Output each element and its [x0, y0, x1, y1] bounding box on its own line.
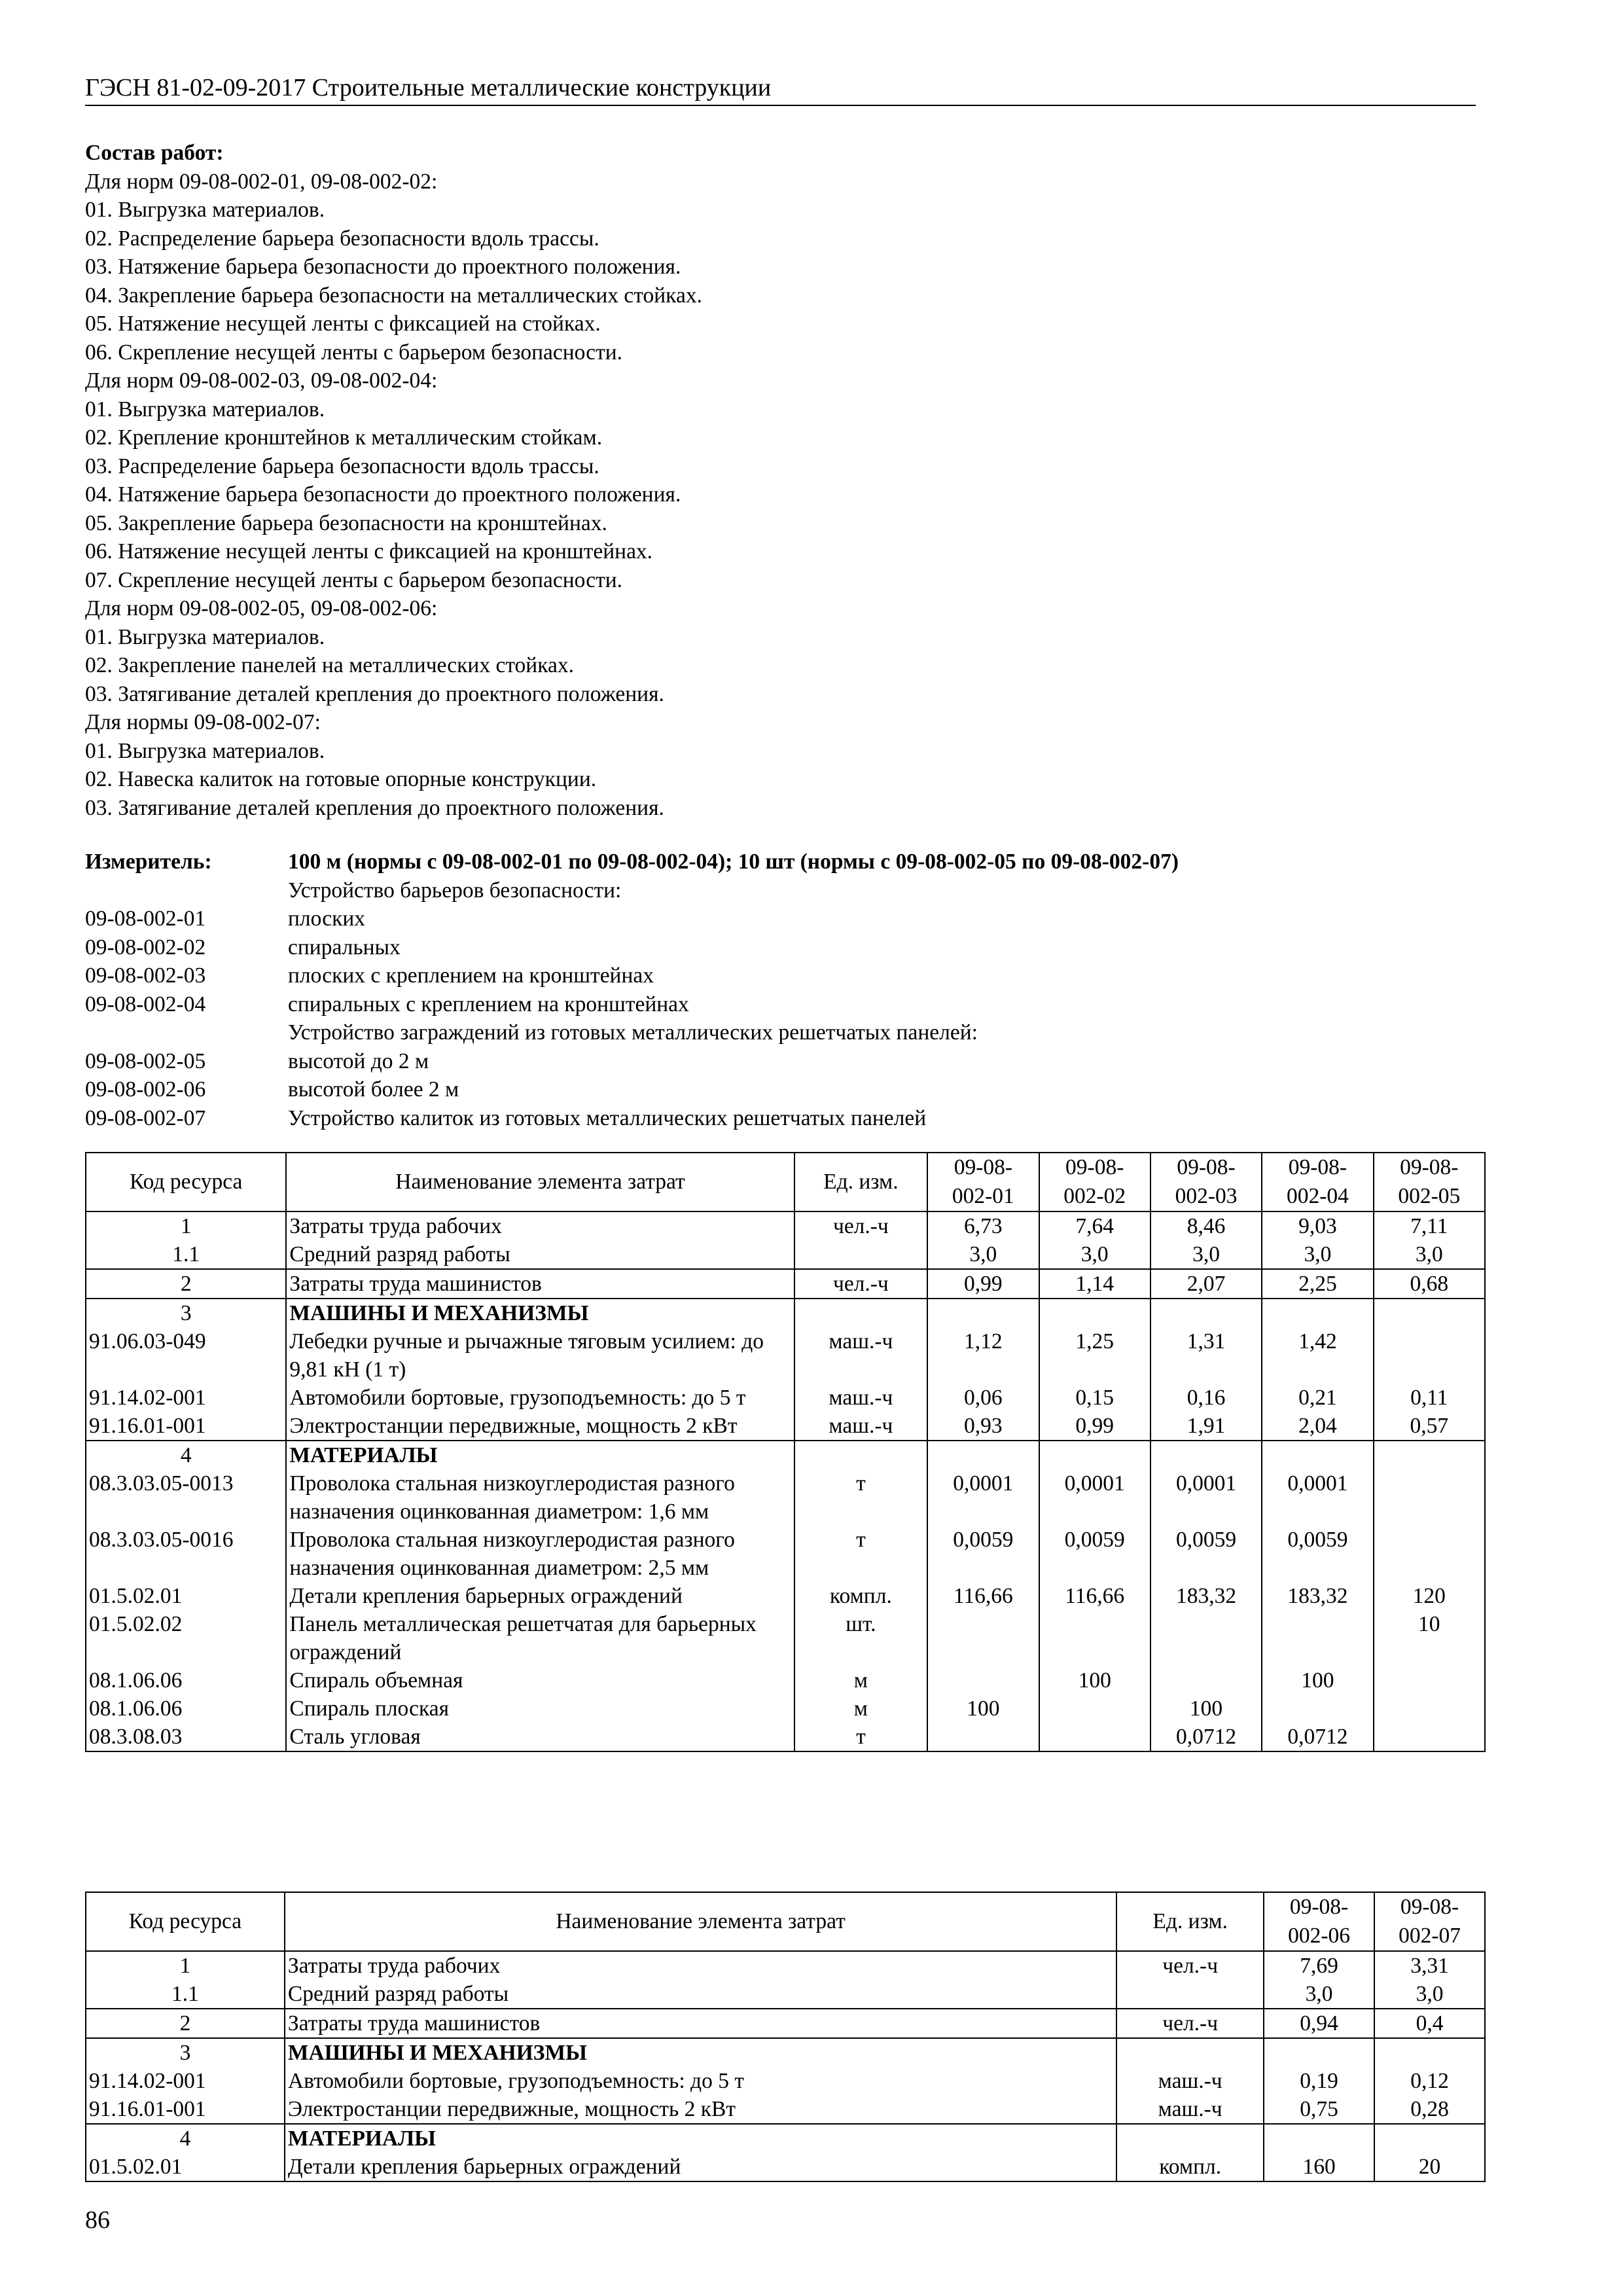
- norm-description: высотой до 2 м: [288, 1049, 429, 1073]
- resource-code: 01.5.02.02: [86, 1610, 286, 1666]
- column-header: Ед. изм.: [794, 1153, 928, 1211]
- resource-code: 08.3.03.05-0013: [86, 1469, 286, 1526]
- norm-value: [927, 1610, 1039, 1666]
- column-header: 09-08- 002-06: [1264, 1892, 1374, 1951]
- work-line: 02. Закрепление панелей на металлических стойках.: [85, 653, 574, 677]
- norm-value: [1039, 1299, 1150, 1327]
- column-header: Наименование элемента затрат: [285, 1892, 1116, 1951]
- work-lines: [85, 168, 1525, 823]
- unit: [794, 1441, 928, 1469]
- norm-value: 183,32: [1262, 1582, 1373, 1610]
- table-row: [86, 1269, 1485, 1299]
- measure-row: [85, 1047, 1525, 1076]
- measure-header: [85, 848, 1525, 876]
- norm-value: [1039, 1441, 1150, 1469]
- work-line: 01. Выгрузка материалов.: [85, 198, 325, 222]
- unit: чел.-ч: [1116, 1951, 1264, 1980]
- resource-name: Средний разряд работы: [286, 1240, 794, 1269]
- unit: т: [794, 1469, 928, 1526]
- norm-value: 10: [1374, 1610, 1485, 1666]
- resource-name: МАШИНЫ И МЕХАНИЗМЫ: [286, 1299, 794, 1327]
- resource-name: Проволока стальная низкоуглеродистая разного назначения оцинкованная диаметром: 2,5 мм: [286, 1526, 794, 1582]
- resource-code: 1: [86, 1211, 286, 1240]
- unit: компл.: [1116, 2153, 1264, 2181]
- work-line: Для нормы 09-08-002-07:: [85, 710, 321, 734]
- table-row: [86, 1610, 1485, 1666]
- table-row: [86, 1526, 1485, 1582]
- resource-name: МАТЕРИАЛЫ: [285, 2124, 1116, 2153]
- norm-value: [1039, 1610, 1150, 1666]
- norm-value: 3,0: [1150, 1240, 1262, 1269]
- resource-code: 08.3.08.03: [86, 1723, 286, 1751]
- unit: т: [794, 1526, 928, 1582]
- norm-value: 0,0059: [1150, 1526, 1262, 1582]
- table-row: [86, 2124, 1485, 2153]
- measure-row: [85, 905, 1525, 933]
- norm-value: 1,91: [1150, 1412, 1262, 1441]
- norm-value: [1374, 1299, 1485, 1327]
- work-line: 01. Выгрузка материалов.: [85, 397, 325, 422]
- column-header: Код ресурса: [86, 1892, 285, 1951]
- norm-value: 116,66: [927, 1582, 1039, 1610]
- work-line: 04. Натяжение барьера безопасности до проектного положения.: [85, 482, 681, 507]
- norm-value: [1374, 1469, 1485, 1526]
- norm-code: 09-08-002-02: [85, 935, 206, 960]
- work-line: 02. Крепление кронштейнов к металлическим стойкам.: [85, 425, 603, 450]
- norm-value: 0,0712: [1262, 1723, 1373, 1751]
- norm-value: [1150, 1299, 1262, 1327]
- norm-value: 0,57: [1374, 1412, 1485, 1441]
- resource-name: Затраты труда машинистов: [286, 1269, 794, 1299]
- norm-value: [1039, 1695, 1150, 1723]
- norm-value: [1150, 1666, 1262, 1695]
- resource-code: 1.1: [86, 1240, 286, 1269]
- unit: чел.-ч: [794, 1269, 928, 1299]
- table-row: [86, 2038, 1485, 2067]
- norm-value: 0,0001: [927, 1469, 1039, 1526]
- work-line: 05. Натяжение несущей ленты с фиксацией на стойках.: [85, 312, 601, 336]
- resource-code: 91.06.03-049: [86, 1327, 286, 1384]
- work-line: 04. Закрепление барьера безопасности на металлических стойках.: [85, 283, 702, 308]
- norm-value: [1374, 2124, 1485, 2153]
- unit: чел.-ч: [794, 1211, 928, 1240]
- unit: шт.: [794, 1610, 928, 1666]
- resource-name: Затраты труда рабочих: [286, 1211, 794, 1240]
- table-row: [86, 2067, 1485, 2095]
- norm-value: [1374, 2038, 1485, 2067]
- work-line: 03. Затягивание деталей крепления до проектного положения.: [85, 681, 664, 706]
- norm-value: 3,0: [1264, 1980, 1374, 2009]
- measure-section: [85, 848, 1525, 1132]
- norm-value: 3,0: [1374, 1240, 1485, 1269]
- table-row: [86, 2009, 1485, 2038]
- norm-code: 09-08-002-07: [85, 1105, 206, 1130]
- norm-value: 0,99: [927, 1269, 1039, 1299]
- page-number: 86: [85, 2206, 110, 2234]
- table-row: [86, 1412, 1485, 1441]
- table-row: [86, 1723, 1485, 1751]
- table-row: [86, 1582, 1485, 1610]
- work-composition: [85, 139, 1525, 822]
- column-header: 09-08- 002-05: [1374, 1153, 1485, 1211]
- norm-value: 120: [1374, 1582, 1485, 1610]
- norm-value: 3,0: [1262, 1240, 1373, 1269]
- norm-value: [1262, 1441, 1373, 1469]
- table-row: [86, 1441, 1485, 1469]
- norm-value: [927, 1723, 1039, 1751]
- norm-value: [1374, 1526, 1485, 1582]
- norm-value: 0,12: [1374, 2067, 1485, 2095]
- unit: [1116, 2038, 1264, 2067]
- unit: чел.-ч: [1116, 2009, 1264, 2038]
- unit: маш.-ч: [1116, 2067, 1264, 2095]
- resource-name: Детали крепления барьерных ограждений: [285, 2153, 1116, 2181]
- unit: м: [794, 1695, 928, 1723]
- page-header: ГЭСН 81-02-09-2017 Строительные металлические конструкции: [85, 73, 1476, 106]
- work-line: 06. Натяжение несущей ленты с фиксацией на кронштейнах.: [85, 539, 653, 564]
- norm-value: [1374, 1695, 1485, 1723]
- work-line: 02. Распределение барьера безопасности вдоль трассы.: [85, 226, 599, 251]
- resource-name: Автомобили бортовые, грузоподъемность: до 5 т: [286, 1384, 794, 1412]
- norm-value: [927, 1666, 1039, 1695]
- norm-value: 0,93: [927, 1412, 1039, 1441]
- norm-value: 8,46: [1150, 1211, 1262, 1240]
- norm-description: Устройство калиток из готовых металлических решетчатых панелей: [288, 1105, 927, 1130]
- table-header: [86, 1892, 1485, 1951]
- column-header: Наименование элемента затрат: [286, 1153, 794, 1211]
- norm-value: 100: [1262, 1666, 1373, 1695]
- norm-value: 0,21: [1262, 1384, 1373, 1412]
- work-line: 02. Навеска калиток на готовые опорные конструкции.: [85, 767, 597, 791]
- norm-value: 0,0712: [1150, 1723, 1262, 1751]
- norm-description: спиральных: [288, 935, 401, 960]
- norm-value: 0,4: [1374, 2009, 1485, 2038]
- table-header: [86, 1153, 1485, 1211]
- resource-code: 3: [86, 1299, 286, 1327]
- table-row: [86, 2095, 1485, 2124]
- resource-name: Средний разряд работы: [285, 1980, 1116, 2009]
- table-row: [86, 1951, 1485, 1980]
- resource-table-1: [85, 1152, 1486, 1752]
- norm-description: Устройство барьеров безопасности:: [288, 878, 622, 903]
- table-row: [86, 2153, 1485, 2181]
- work-line: 03. Натяжение барьера безопасности до проектного положения.: [85, 255, 681, 279]
- resource-name: Затраты труда машинистов: [285, 2009, 1116, 2038]
- norm-value: [1039, 1723, 1150, 1751]
- resource-name: Электростанции передвижные, мощность 2 кВт: [285, 2095, 1116, 2124]
- resource-name: Детали крепления барьерных ограждений: [286, 1582, 794, 1610]
- work-line: Для норм 09-08-002-01, 09-08-002-02:: [85, 169, 438, 194]
- norm-value: 1,25: [1039, 1327, 1150, 1384]
- norm-value: [1374, 1723, 1485, 1751]
- measure-label: Измеритель:: [85, 850, 212, 874]
- resource-table-2: [85, 1892, 1486, 2182]
- resource-code: 91.14.02-001: [86, 1384, 286, 1412]
- unit: маш.-ч: [794, 1327, 928, 1384]
- norm-value: 183,32: [1150, 1582, 1262, 1610]
- work-line: Для норм 09-08-002-05, 09-08-002-06:: [85, 596, 438, 620]
- norm-code: [85, 876, 288, 905]
- norm-value: 3,0: [927, 1240, 1039, 1269]
- resource-code: 01.5.02.01: [86, 1582, 286, 1610]
- norm-value: 0,0001: [1262, 1469, 1373, 1526]
- norm-value: 7,64: [1039, 1211, 1150, 1240]
- resource-code: 1.1: [86, 1980, 285, 2009]
- norm-value: 7,69: [1264, 1951, 1374, 1980]
- norm-value: 3,0: [1374, 1980, 1485, 2009]
- work-line: 03. Затягивание деталей крепления до проектного положения.: [85, 795, 664, 820]
- resource-name: Спираль объемная: [286, 1666, 794, 1695]
- norm-value: 2,07: [1150, 1269, 1262, 1299]
- norm-value: 0,11: [1374, 1384, 1485, 1412]
- unit: компл.: [794, 1582, 928, 1610]
- table-row: [86, 1666, 1485, 1695]
- resource-name: Панель металлическая решетчатая для барьерных ограждений: [286, 1610, 794, 1666]
- resource-name: Затраты труда рабочих: [285, 1951, 1116, 1980]
- measure-row: [85, 1075, 1525, 1104]
- norm-value: 0,16: [1150, 1384, 1262, 1412]
- work-title: Состав работ:: [85, 141, 224, 165]
- norm-code: 09-08-002-04: [85, 992, 206, 1016]
- norm-value: 100: [927, 1695, 1039, 1723]
- norm-value: 1,12: [927, 1327, 1039, 1384]
- norm-description: плоских: [288, 906, 366, 931]
- resource-name: Сталь угловая: [286, 1723, 794, 1751]
- resource-code: 08.3.03.05-0016: [86, 1526, 286, 1582]
- norm-value: 1,14: [1039, 1269, 1150, 1299]
- norm-value: 0,0059: [927, 1526, 1039, 1582]
- norm-value: 0,15: [1039, 1384, 1150, 1412]
- norm-code: [85, 1018, 288, 1047]
- measure-rows: [85, 876, 1525, 1133]
- table-row: [86, 1695, 1485, 1723]
- norm-value: [1150, 1441, 1262, 1469]
- norm-value: 0,19: [1264, 2067, 1374, 2095]
- unit: т: [794, 1723, 928, 1751]
- measure-row: [85, 961, 1525, 990]
- unit: маш.-ч: [794, 1384, 928, 1412]
- resource-name: Электростанции передвижные, мощность 2 кВт: [286, 1412, 794, 1441]
- resource-code: 1: [86, 1951, 285, 1980]
- column-header: 09-08- 002-01: [927, 1153, 1039, 1211]
- norm-value: 0,0059: [1262, 1526, 1373, 1582]
- norm-value: 2,04: [1262, 1412, 1373, 1441]
- table-row: [86, 1980, 1485, 2009]
- resource-name: Лебедки ручные и рычажные тяговым усилием: до 9,81 кН (1 т): [286, 1327, 794, 1384]
- unit: [794, 1240, 928, 1269]
- table-row: [86, 1327, 1485, 1384]
- work-line: 07. Скрепление несущей ленты с барьером безопасности.: [85, 567, 623, 592]
- work-line: 03. Распределение барьера безопасности вдоль трассы.: [85, 454, 599, 478]
- work-line: 05. Закрепление барьера безопасности на кронштейнах.: [85, 511, 607, 535]
- measure-row: [85, 933, 1525, 962]
- resource-code: 91.16.01-001: [86, 2095, 285, 2124]
- norm-value: [1150, 1610, 1262, 1666]
- norm-value: 3,0: [1039, 1240, 1150, 1269]
- norm-code: 09-08-002-06: [85, 1077, 206, 1102]
- work-line: 01. Выгрузка материалов.: [85, 624, 325, 649]
- norm-value: [1374, 1441, 1485, 1469]
- measure-row: [85, 990, 1525, 1019]
- measure-row: [85, 876, 1525, 905]
- resource-name: Спираль плоская: [286, 1695, 794, 1723]
- unit: [1116, 1980, 1264, 2009]
- table-row: [86, 1211, 1485, 1240]
- norm-value: [1264, 2038, 1374, 2067]
- resource-name: МАТЕРИАЛЫ: [286, 1441, 794, 1469]
- unit: м: [794, 1666, 928, 1695]
- unit: [1116, 2124, 1264, 2153]
- column-header: Ед. изм.: [1116, 1892, 1264, 1951]
- norm-value: 0,28: [1374, 2095, 1485, 2124]
- resource-code: 4: [86, 1441, 286, 1469]
- norm-value: 116,66: [1039, 1582, 1150, 1610]
- norm-value: [1374, 1666, 1485, 1695]
- norm-code: 09-08-002-01: [85, 906, 206, 931]
- norm-value: [1262, 1695, 1373, 1723]
- norm-value: 1,42: [1262, 1327, 1373, 1384]
- norm-value: [1262, 1299, 1373, 1327]
- norm-value: 3,31: [1374, 1951, 1485, 1980]
- norm-value: [927, 1441, 1039, 1469]
- norm-description: Устройство заграждений из готовых металлических решетчатых панелей:: [288, 1020, 978, 1045]
- norm-value: 20: [1374, 2153, 1485, 2181]
- resource-code: 2: [86, 1269, 286, 1299]
- norm-value: 0,99: [1039, 1412, 1150, 1441]
- measure-row: [85, 1018, 1525, 1047]
- table-row: [86, 1384, 1485, 1412]
- norm-value: 0,0001: [1039, 1469, 1150, 1526]
- measure-value: 100 м (нормы с 09-08-002-01 по 09-08-002-04); 10 шт (нормы с 09-08-002-05 по 09-08-002-07): [288, 850, 1179, 874]
- unit: [794, 1299, 928, 1327]
- column-header: Код ресурса: [86, 1153, 286, 1211]
- norm-code: 09-08-002-05: [85, 1049, 206, 1073]
- unit: маш.-ч: [1116, 2095, 1264, 2124]
- resource-name: Проволока стальная низкоуглеродистая разного назначения оцинкованная диаметром: 1,6 мм: [286, 1469, 794, 1526]
- resource-code: 2: [86, 2009, 285, 2038]
- norm-value: 6,73: [927, 1211, 1039, 1240]
- norm-description: плоских с креплением на кронштейнах: [288, 963, 654, 988]
- work-line: 01. Выгрузка материалов.: [85, 738, 325, 763]
- norm-value: [1264, 2124, 1374, 2153]
- norm-value: 160: [1264, 2153, 1374, 2181]
- norm-value: [1374, 1327, 1485, 1384]
- work-line: Для норм 09-08-002-03, 09-08-002-04:: [85, 368, 438, 393]
- norm-description: спиральных с креплением на кронштейнах: [288, 992, 689, 1016]
- resource-code: 91.14.02-001: [86, 2067, 285, 2095]
- norm-value: 0,68: [1374, 1269, 1485, 1299]
- resource-code: 08.1.06.06: [86, 1666, 286, 1695]
- column-header: 09-08- 002-04: [1262, 1153, 1373, 1211]
- norm-value: [1262, 1610, 1373, 1666]
- resource-name: МАШИНЫ И МЕХАНИЗМЫ: [285, 2038, 1116, 2067]
- unit: маш.-ч: [794, 1412, 928, 1441]
- norm-value: 0,0001: [1150, 1469, 1262, 1526]
- work-line: 06. Скрепление несущей ленты с барьером безопасности.: [85, 340, 623, 365]
- resource-code: 01.5.02.01: [86, 2153, 285, 2181]
- norm-value: 100: [1150, 1695, 1262, 1723]
- norm-value: 2,25: [1262, 1269, 1373, 1299]
- resource-code: 4: [86, 2124, 285, 2153]
- table-row: [86, 1240, 1485, 1269]
- column-header: 09-08- 002-03: [1150, 1153, 1262, 1211]
- table-row: [86, 1299, 1485, 1327]
- norm-value: 0,0059: [1039, 1526, 1150, 1582]
- norm-value: 0,75: [1264, 2095, 1374, 2124]
- resource-code: 3: [86, 2038, 285, 2067]
- norm-description: высотой более 2 м: [288, 1077, 459, 1102]
- measure-row: [85, 1104, 1525, 1133]
- norm-value: 7,11: [1374, 1211, 1485, 1240]
- resource-code: 08.1.06.06: [86, 1695, 286, 1723]
- norm-value: 9,03: [1262, 1211, 1373, 1240]
- norm-value: 0,06: [927, 1384, 1039, 1412]
- norm-value: 1,31: [1150, 1327, 1262, 1384]
- resource-code: 91.16.01-001: [86, 1412, 286, 1441]
- resource-name: Автомобили бортовые, грузоподъемность: до 5 т: [285, 2067, 1116, 2095]
- norm-value: [927, 1299, 1039, 1327]
- norm-code: 09-08-002-03: [85, 963, 206, 988]
- column-header: 09-08- 002-07: [1374, 1892, 1485, 1951]
- column-header: 09-08- 002-02: [1039, 1153, 1150, 1211]
- table-row: [86, 1469, 1485, 1526]
- norm-value: 100: [1039, 1666, 1150, 1695]
- norm-value: 0,94: [1264, 2009, 1374, 2038]
